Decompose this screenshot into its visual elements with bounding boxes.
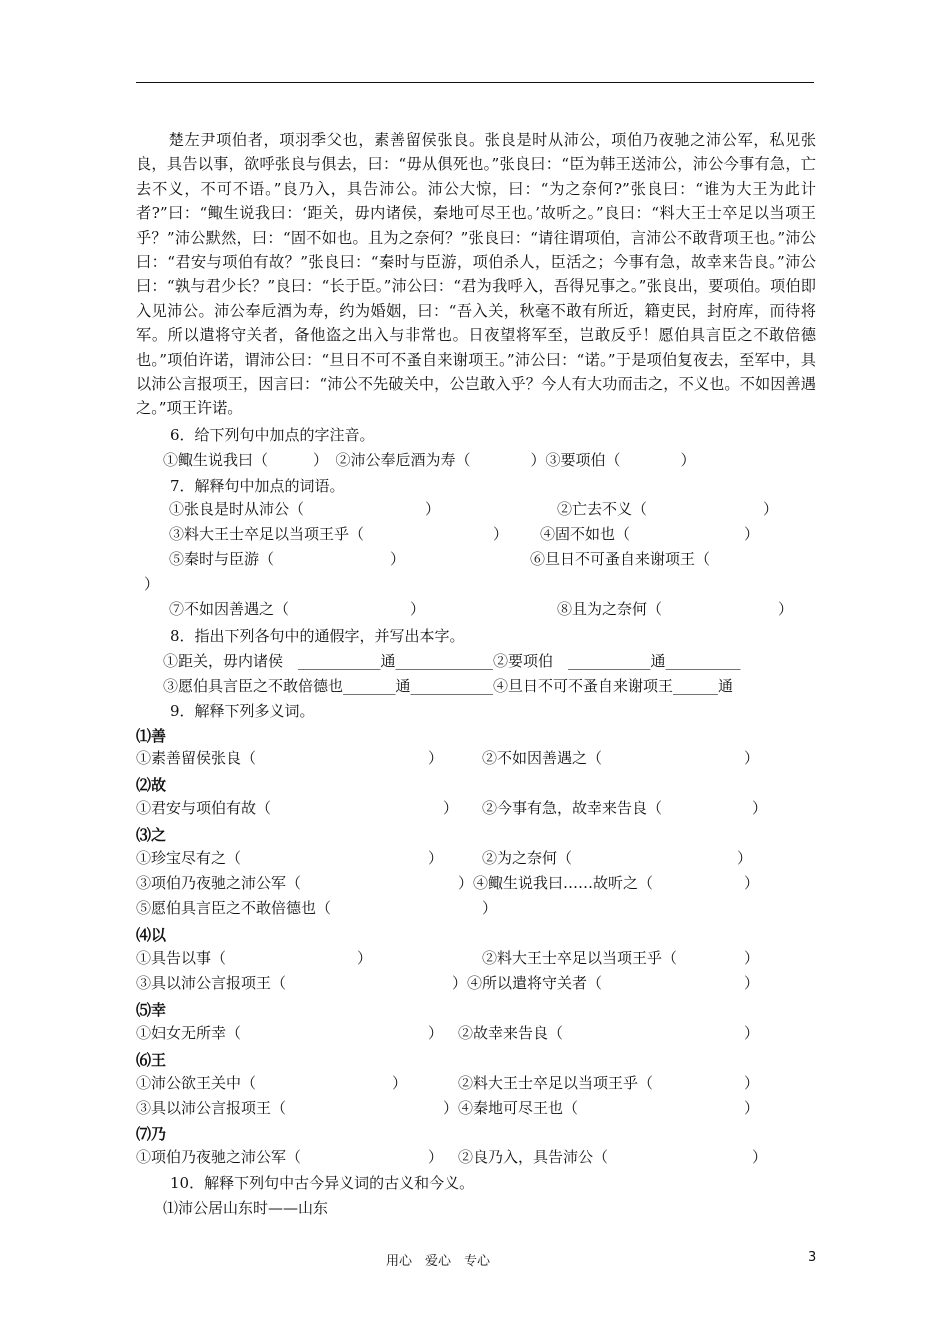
exercise-line: ②料大王士卒足以当项王乎（ xyxy=(482,949,678,967)
exercise-line: ） xyxy=(744,949,760,967)
exercise-line: ③料大王士卒足以当项王乎（ xyxy=(169,525,365,543)
exercise-line: ②为之奈何（ xyxy=(482,849,573,867)
exercise-line: ②故幸来告良（ xyxy=(458,1024,564,1042)
exercise-line: 8．指出下列各句中的通假字，并写出本字。 xyxy=(170,627,465,645)
exercise-line: ） xyxy=(443,799,459,817)
exercise-line: ③项伯乃夜驰之沛公军（ xyxy=(136,874,302,892)
exercise-line: ） xyxy=(763,500,779,518)
exercise-line: ） xyxy=(778,600,794,618)
exercise-line: ⑤秦时与臣游（ xyxy=(169,550,275,568)
exercise-line: ） xyxy=(482,899,498,917)
exercise-line: 10．解释下列句中古今异义词的古义和今义。 xyxy=(170,1174,475,1192)
exercise-line: ①具告以事（ xyxy=(136,949,227,967)
exercise-line: ） xyxy=(744,874,760,892)
exercise-line: ）④所以遣将守关者（ xyxy=(452,974,603,992)
exercise-line: ③具以沛公言报项王（ xyxy=(136,1099,287,1117)
exercise-line: ⑤愿伯具言臣之不敢倍德也（ xyxy=(136,899,332,917)
exercise-line: ） xyxy=(737,849,753,867)
exercise-line: ①素善留侯张良（ xyxy=(136,749,257,767)
exercise-line: ②料大王士卒足以当项王乎（ xyxy=(458,1074,654,1092)
exercise-line: ①君安与项伯有故（ xyxy=(136,799,272,817)
exercise-line: ⑧且为之奈何（ xyxy=(557,600,663,618)
exercise-line: ②今事有急，故幸来告良（ xyxy=(482,799,663,817)
header-rule xyxy=(136,82,814,83)
exercise-line: ） xyxy=(357,949,373,967)
exercise-line: ） xyxy=(428,849,444,867)
exercise-line: 7．解释句中加点的词语。 xyxy=(170,477,345,495)
exercise-line: ①距关，毋内诸侯 ___________通_____________②要项伯 ___________通__________ xyxy=(163,652,741,670)
exercise-line: ） xyxy=(390,550,406,568)
exercise-line: ⑥旦日不可蚤自来谢项王（ xyxy=(530,550,711,568)
exercise-line: ①珍宝尽有之（ xyxy=(136,849,242,867)
exercise-line: ④固不如也（ xyxy=(540,525,631,543)
exercise-line: ①张良是时从沛公（ xyxy=(169,500,305,518)
polysemy-heading: ⑹王 xyxy=(136,1051,167,1069)
exercise-line: ） xyxy=(144,575,160,593)
polysemy-heading: ⑶之 xyxy=(136,826,167,844)
passage xyxy=(136,128,816,421)
exercise-line: ） xyxy=(744,974,760,992)
exercise-line: ） xyxy=(428,749,444,767)
footer-motto: 用心 爱心 专心 xyxy=(386,1254,491,1269)
exercise-line: 6．给下列句中加点的字注音。 xyxy=(170,426,375,444)
exercise-line: ）④秦地可尽王也（ xyxy=(443,1099,579,1117)
exercise-line: ③愿伯具言臣之不敢倍德也_______通___________④旦日不可不蚤自来谢项王______通 xyxy=(163,677,734,695)
exercise-line: ） xyxy=(392,1074,408,1092)
exercise-line: ⑴沛公居山东时——山东 xyxy=(163,1199,329,1217)
exercise-line: ①妇女无所幸（ xyxy=(136,1024,242,1042)
exercise-line: ） xyxy=(744,525,760,543)
polysemy-heading: ⑵故 xyxy=(136,776,167,794)
exercise-line: ） xyxy=(744,1074,760,1092)
exercise-line: ） xyxy=(752,799,768,817)
exercise-line: 9．解释下列多义词。 xyxy=(170,702,315,720)
exercise-line: ③具以沛公言报项王（ xyxy=(136,974,287,992)
exercise-line: ②不如因善遇之（ xyxy=(482,749,603,767)
exercise-line: ①鲰生说我曰（ ） ②沛公奉卮酒为寿（ ）③要项伯（ ） xyxy=(163,451,696,469)
polysemy-heading: ⑸幸 xyxy=(136,1001,167,1019)
exercise-line: ） xyxy=(428,1024,444,1042)
page-number: 3 xyxy=(808,1250,817,1265)
exercise-line: ） xyxy=(744,1024,760,1042)
exercise-line: ） xyxy=(410,600,426,618)
passage-text: 楚左尹项伯者，项羽季父也，素善留侯张良。张良是时从沛公，项伯乃夜驰之沛公军，私见张良，具告以事，欲呼张良与俱去，曰：“毋从俱死也。”张良曰：“臣为韩王送沛公，沛公今事有急，亡去不义，不可不语。”良乃入，具告沛公。沛公大惊，曰：“为之奈何?”张良曰：“谁为大王为此计者?”曰：“鲰生说我曰：‘距关，毋内诸侯，秦地可尽王也。’故听之。”良曰：“料大王士卒足以当项王乎？”沛公默然，曰：“固不如也。且为之奈何？”张良曰：“请往谓项伯，言沛公不敢背项王也。”沛公曰：“君安与项伯有故？”张良曰：“秦时与臣游，项伯杀人，臣活之；今事有急，故幸来告良。”沛公曰：“孰与君少长？”良曰：“长于臣。”沛公曰：“君为我呼入，吾得兄事之。”张良出，要项伯。项伯即入见沛公。沛公奉卮酒为寿，约为婚姻，曰：“吾入关，秋毫不敢有所近，籍吏民，封府库，而待将军。所以遣将守关者，备他盗之出入与非常也。日夜望将军至，岂敢反乎！愿伯具言臣之不敢倍德也。”项伯许诺，谓沛公曰：“旦日不可不蚤自来谢项王。”沛公曰：“诺。”于是项伯复夜去，至军中，具以沛公言报项王，因言曰：“沛公不先破关中，公岂敢入乎？今人有大功而击之，不义也。不如因善遇之。”项王许诺。 xyxy=(136,131,816,418)
exercise-line: ①项伯乃夜驰之沛公军（ xyxy=(136,1148,302,1166)
exercise-line: ） xyxy=(744,749,760,767)
exercise-line: ） xyxy=(744,1099,760,1117)
exercise-line: ①沛公欲王关中（ xyxy=(136,1074,257,1092)
exercise-line: ）④鲰生说我曰……故听之（ xyxy=(458,874,654,892)
exercise-line: ②良乃入，具告沛公（ xyxy=(458,1148,609,1166)
exercise-line: ②亡去不义（ xyxy=(557,500,648,518)
exercise-line: ） xyxy=(493,525,509,543)
polysemy-heading: ⑷以 xyxy=(136,926,167,944)
exercise-line: ） xyxy=(428,1148,444,1166)
exercise-line: ⑦不如因善遇之（ xyxy=(169,600,290,618)
exercise-line: ） xyxy=(425,500,441,518)
polysemy-heading: ⑴善 xyxy=(136,727,167,745)
exercise-line: ） xyxy=(752,1148,768,1166)
polysemy-heading: ⑺乃 xyxy=(136,1125,167,1143)
